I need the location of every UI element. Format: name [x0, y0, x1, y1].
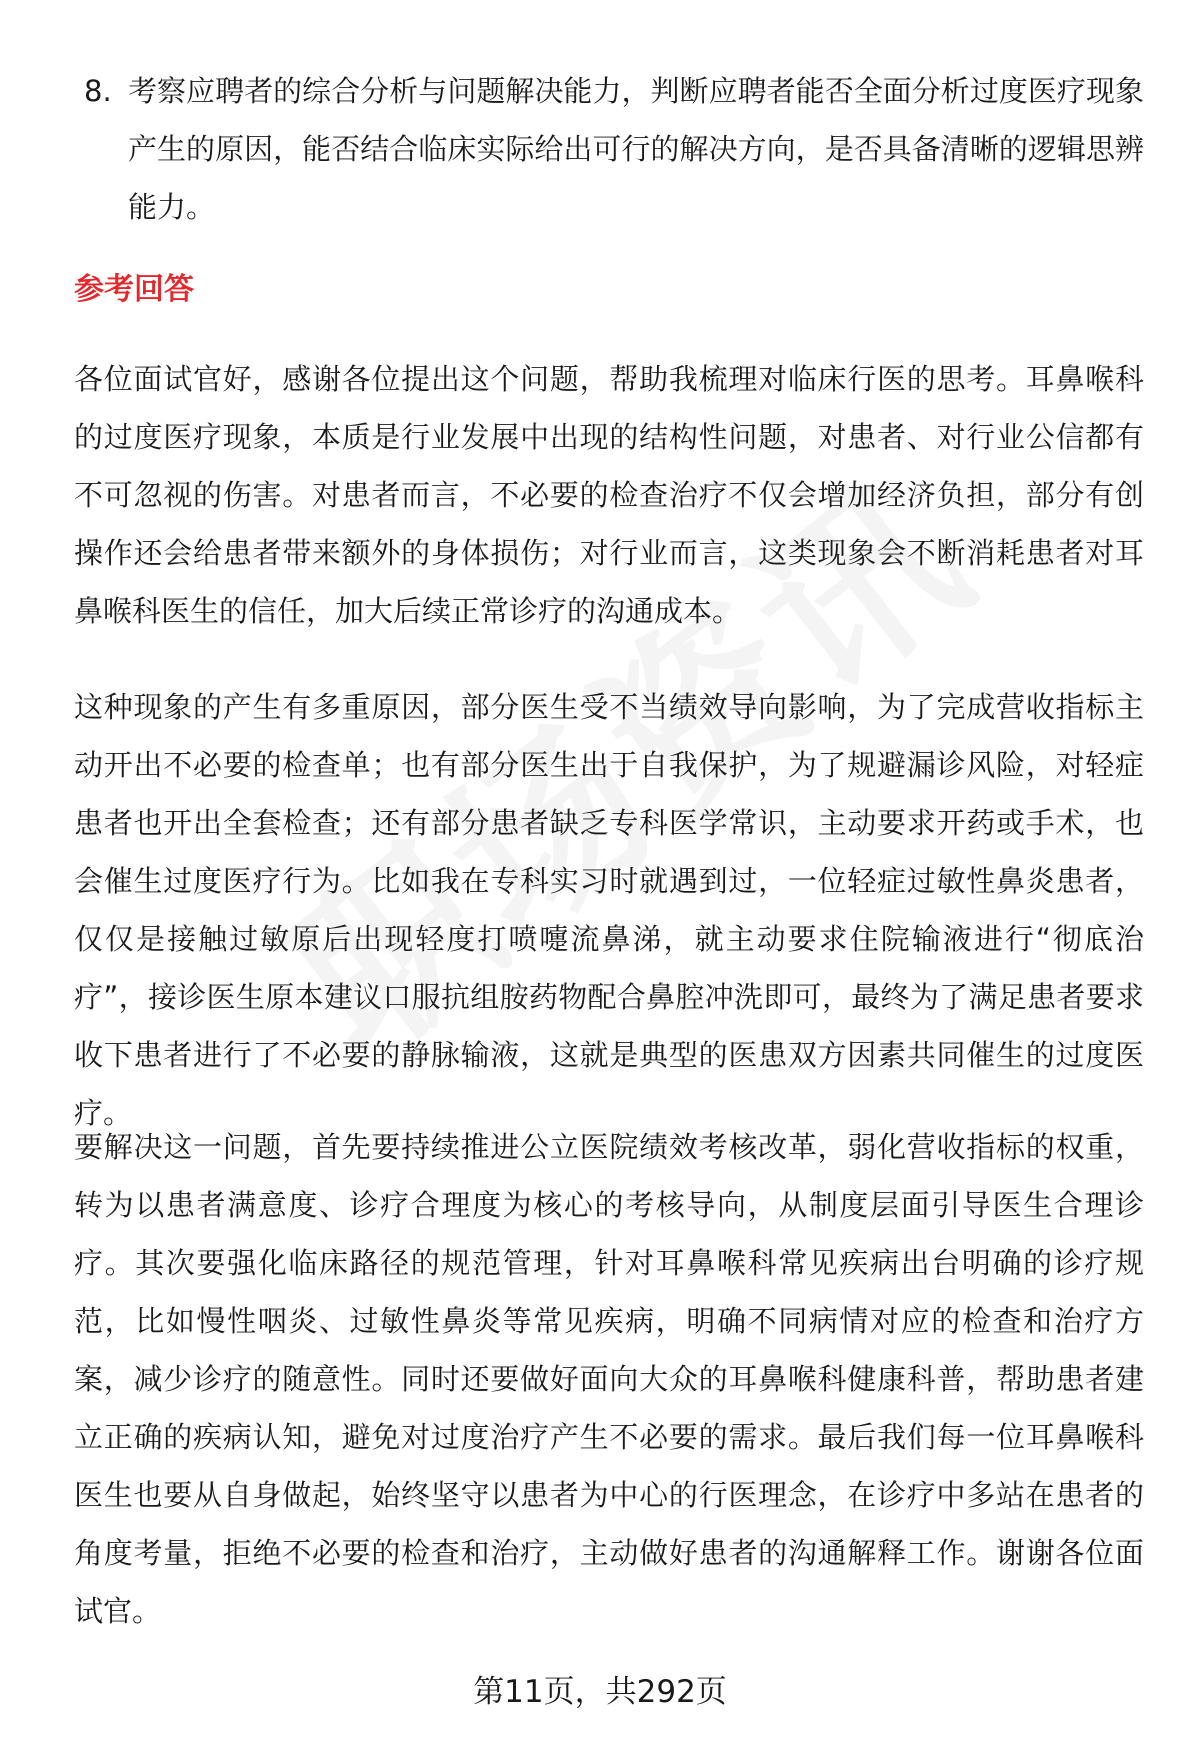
page-number: 第11页，共292页 — [473, 1674, 727, 1710]
list-item-text: 考察应聘者的综合分析与问题解决能力，判断应聘者能否全面分析过度医疗现象产生的原因，能否结合临床实际给出可行的解决方向，是否具备清晰的逻辑思辨能力。 — [128, 74, 1144, 224]
list-item — [74, 62, 1154, 236]
answer-paragraph: 这种现象的产生有多重原因，部分医生受不当绩效导向影响，为了完成营收指标主动开出不必要的检查单；也有部分医生出于自我保护，为了规避漏诊风险，对轻症患者也开出全套检查；还有部分患者缺乏专科医学常识，主动要求开药或手术，也会催生过度医疗行为。比如我在专科实习时就遇到过，一位轻症过敏性鼻炎患者，仅仅是接触过敏原后出现轻度打喷嚏流鼻涕，就主动要求住院输液进行“彻底治疗”，接诊医生原本建议口服抗组胺药物配合鼻腔冲洗即可，最终为了满足患者要求收下患者进行了不必要的静脉输液，这就是典型的医患双方因素共同催生的过度医疗。 — [74, 690, 1144, 1130]
section-heading: 参考回答 — [74, 272, 194, 307]
list-item-number: 8. — [84, 74, 112, 108]
answer-paragraph: 要解决这一问题，首先要持续推进公立医院绩效考核改革，弱化营收指标的权重，转为以患者满意度、诊疗合理度为核心的考核导向，从制度层面引导医生合理诊疗。其次要强化临床路径的规范管理，针对耳鼻喉科常见疾病出台明确的诊疗规范，比如慢性咽炎、过敏性鼻炎等常见疾病，明确不同病情对应的检查和治疗方案，减少诊疗的随意性。同时还要做好面向大众的耳鼻喉科健康科普，帮助患者建立正确的疾病认知，避免对过度治疗产生不必要的需求。最后我们每一位耳鼻喉科医生也要从自身做起，始终坚守以患者为中心的行医理念，在诊疗中多站在患者的角度考量，拒绝不必要的检查和治疗，主动做好患者的沟通解释工作。谢谢各位面试官。 — [74, 1130, 1144, 1628]
answer-paragraph: 各位面试官好，感谢各位提出这个问题，帮助我梳理对临床行医的思考。耳鼻喉科的过度医疗现象，本质是行业发展中出现的结构性问题，对患者、对行业公信都有不可忽视的伤害。对患者而言，不必要的检查治疗不仅会增加经济负担，部分有创操作还会给患者带来额外的身体损伤；对行业而言，这类现象会不断消耗患者对耳鼻喉科医生的信任，加大后续正常诊疗的沟通成本。 — [74, 362, 1144, 628]
